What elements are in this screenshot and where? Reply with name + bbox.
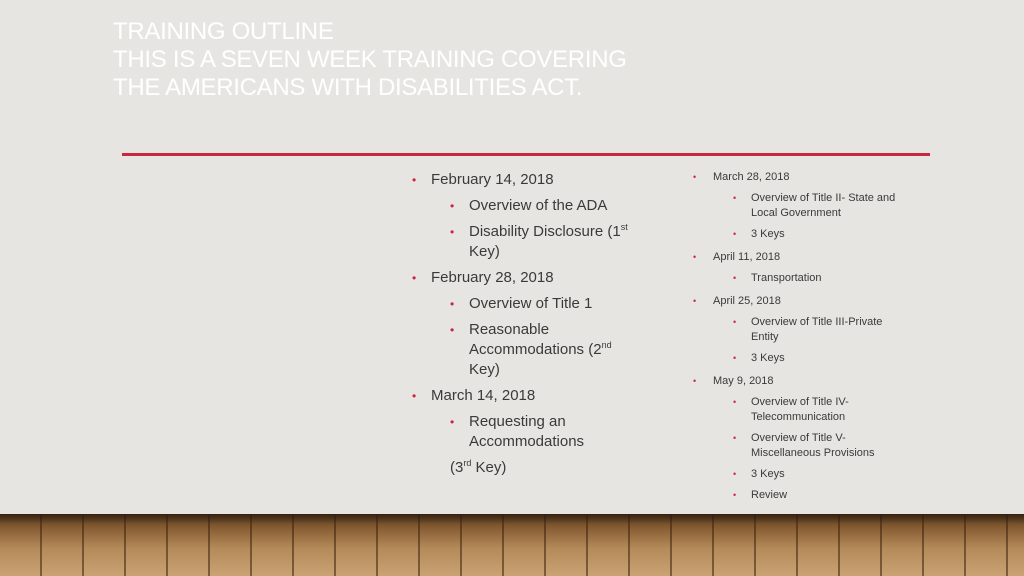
topic-text: Transportation (751, 272, 822, 284)
note-text: (3 (450, 459, 464, 476)
bullet-icon: • (733, 433, 737, 443)
bullet-icon: • (733, 490, 737, 500)
bullet-icon: • (412, 173, 417, 187)
list-item (693, 351, 923, 366)
bullet-icon: • (693, 252, 697, 262)
bullet-icon: • (450, 297, 455, 311)
schedule-right-column (693, 170, 923, 509)
list-item (693, 488, 923, 503)
list-item (693, 315, 923, 345)
ordinal-suffix: rd (463, 458, 472, 468)
session-date: February 14, 2018 (431, 171, 554, 188)
topic-text: Entity (751, 331, 779, 343)
topic-text: Overview of Title III-Private (751, 316, 883, 328)
list-item (693, 395, 923, 425)
session-date: April 11, 2018 (713, 251, 781, 263)
topic-text: Overview of Title IV- (751, 396, 849, 408)
topic-text: Requesting an (469, 413, 566, 430)
ordinal-suffix: st (620, 222, 628, 232)
list-item (412, 222, 672, 262)
slide-title (113, 18, 733, 102)
topic-text: Reasonable (469, 321, 550, 338)
bullet-icon: • (412, 389, 417, 403)
bullet-icon: • (693, 296, 697, 306)
bullet-icon: • (733, 193, 737, 203)
session-date: April 25, 2018 (713, 295, 781, 307)
bullet-icon: • (693, 172, 697, 182)
title-line-1: TRAINING OUTLINE (113, 18, 334, 45)
list-item (412, 170, 672, 190)
topic-text: Overview of Title V- (751, 432, 846, 444)
topic-text: 3 Keys (751, 228, 785, 240)
topic-text: 3 Keys (751, 352, 785, 364)
note-text: Key) (471, 459, 507, 476)
list-item (412, 320, 672, 380)
topic-text: Key) (469, 243, 500, 260)
list-item (412, 268, 672, 288)
title-line-2: THIS IS A SEVEN WEEK TRAINING COVERING (113, 46, 627, 73)
topic-text: Overview of Title II- State and (751, 192, 896, 204)
bullet-icon: • (733, 397, 737, 407)
topic-text: Disability Disclosure (1 (469, 223, 621, 240)
list-item (693, 250, 923, 265)
bullet-icon: • (733, 273, 737, 283)
topic-text: Miscellaneous Provisions (751, 447, 875, 459)
topic-text: Telecommunication (751, 411, 846, 423)
list-item (693, 227, 923, 242)
bullet-icon: • (733, 353, 737, 363)
list-item (693, 431, 923, 461)
list-item (693, 374, 923, 389)
title-divider (122, 153, 930, 156)
list-note (412, 458, 672, 478)
topic-text: Review (751, 489, 788, 501)
floor-shadow (0, 514, 1024, 524)
bullet-icon: • (733, 317, 737, 327)
bullet-icon: • (733, 229, 737, 239)
list-item (412, 196, 672, 216)
topic-text: 3 Keys (751, 468, 785, 480)
ordinal-suffix: nd (601, 340, 612, 350)
list-item (693, 191, 923, 221)
list-item (693, 271, 923, 286)
topic-text: Key) (469, 361, 500, 378)
schedule-left-column (412, 170, 672, 478)
bullet-icon: • (733, 469, 737, 479)
session-date: March 28, 2018 (713, 171, 790, 183)
list-item (412, 412, 672, 452)
session-date: May 9, 2018 (713, 375, 774, 387)
list-item (412, 386, 672, 406)
topic-text: Accommodations (2 (469, 341, 602, 358)
bullet-icon: • (450, 323, 455, 337)
bullet-icon: • (693, 376, 697, 386)
topic-text: Overview of Title 1 (469, 295, 593, 312)
session-date: February 28, 2018 (431, 269, 554, 286)
list-item (693, 170, 923, 185)
bullet-icon: • (450, 415, 455, 429)
bullet-icon: • (412, 271, 417, 285)
session-date: March 14, 2018 (431, 387, 536, 404)
topic-text: Accommodations (469, 433, 585, 450)
topic-text: Local Government (751, 207, 841, 219)
list-item (693, 467, 923, 482)
list-item (412, 294, 672, 314)
list-item (693, 294, 923, 309)
title-line-3: THE AMERICANS WITH DISABILITIES ACT. (113, 74, 583, 101)
bullet-icon: • (450, 225, 455, 239)
bullet-icon: • (450, 199, 455, 213)
topic-text: Overview of the ADA (469, 197, 608, 214)
